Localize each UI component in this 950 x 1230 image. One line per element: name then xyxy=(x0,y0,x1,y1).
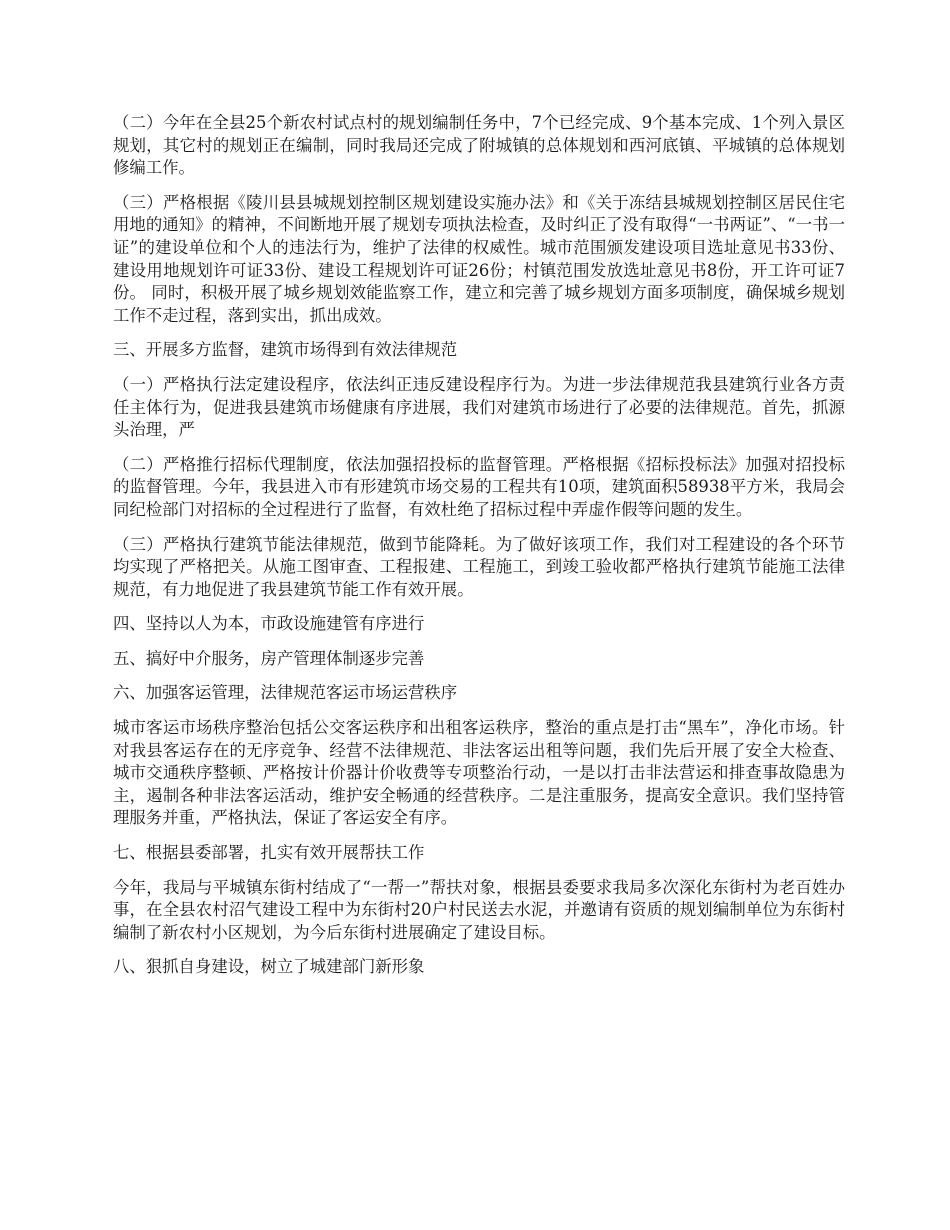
paragraph-assistance-work: 今年，我局与平城镇东街村结成了“一帮一”帮扶对象，根据县委要求我局多次深化东街村为老百姓办事，在全县农村沼气建设工程中为东街村20户村民送去水泥，并邀请有资质的规划编制单位为东街村编制了新农村小区规划，为今后东街村进展确定了建设目标。 xyxy=(113,877,845,942)
section-heading-6: 六、加强客运管理，法律规范客运市场运营秩序 xyxy=(113,683,458,703)
paragraph-planning-villages: （二）今年在全县25个新农村试点村的规划编制任务中，7个已经完成、9个基本完成、1个列入景区规划，其它村的规划正在编制，同时我局还完成了附城镇的总体规划和西河底镇、平城镇的总体规划修编工作。 xyxy=(113,113,845,178)
section-heading-5: 五、搞好中介服务，房产管理体制逐步完善 xyxy=(113,648,425,668)
paragraph-passenger-transport: 城市客运市场秩序整治包括公交客运秩序和出租客运秩序，整治的重点是打击“黑车”，净化市场。针对我县客运存在的无序竞争、经营不法律规范、非法客运出租等问题，我们先后开展了安全大检查、城市交通秩序整顿、严格按计价器计价收费等专项整治行动，一是以打击非法营运和排查事故隐患为主，遏制各种非法客运活动，维护安全畅通的经营秩序。二是注重服务，提高安全意识。我们坚持管理服务并重，严格执法，保证了客运安全有序。 xyxy=(113,718,845,828)
document-page xyxy=(113,112,845,991)
paragraph-energy-saving: （三）严格执行建筑节能法律规范，做到节能降耗。为了做好该项工作，我们对工程建设的各个环节均实现了严格把关。从施工图审查、工程报建、工程施工，到竣工验收都严格执行建筑节能施工法律规范，有力地促进了我县建筑节能工作有效开展。 xyxy=(113,534,845,599)
section-heading-3: 三、开展多方监督，建筑市场得到有效法律规范 xyxy=(113,340,458,360)
paragraph-construction-procedure: （一）严格执行法定建设程序，依法纠正违反建设程序行为。为进一步法律规范我县建筑行业各方责任主体行为，促进我县建筑市场健康有序进展，我们对建筑市场进行了必要的法律规范。首先，抓源头治理，严 xyxy=(113,374,845,440)
section-heading-7: 七、根据县委部署，扎实有效开展帮扶工作 xyxy=(113,843,425,863)
paragraph-planning-enforcement: （三）严格根据《陵川县县城规划控制区规划建设实施办法》和《关于冻结县城规划控制区居民住宅用地的通知》的精神，不间断地开展了规划专项执法检查，及时纠正了没有取得“一书两证”、“一书一证”的建设单位和个人的违法行为，维护了法律的权威性。城市范围颁发建设项目选址意见书33份、建设用地规划许可证33份、建设工程规划许可证26份；村镇范围发放选址意见书8份，开工许可证7份。 同时，积极开展了城乡规划效能监察工作，建立和完善了城乡规划方面多项制度，确保城乡规划工作不走过程，落到实出，抓出成效。 xyxy=(113,192,845,325)
section-heading-4: 四、坚持以人为本，市政设施建管有序进行 xyxy=(113,614,425,634)
paragraph-bidding: （二）严格推行招标代理制度，依法加强招投标的监督管理。严格根据《招标投标法》加强对招投标的监督管理。今年，我县进入市有形建筑市场交易的工程共有10项，建筑面积58938平方米，我局会同纪检部门对招标的全过程进行了监督，有效杜绝了招标过程中弄虚作假等问题的发生。 xyxy=(113,454,845,519)
section-heading-8: 八、狠抓自身建设，树立了城建部门新形象 xyxy=(113,957,425,977)
